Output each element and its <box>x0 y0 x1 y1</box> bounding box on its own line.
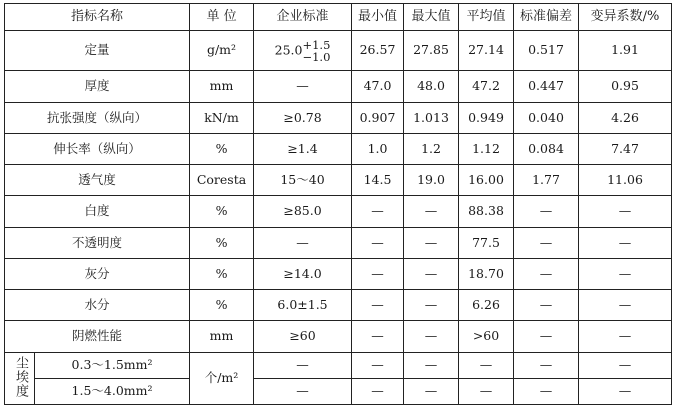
row-unit: g/m² <box>190 31 254 71</box>
dust-row <box>5 352 672 378</box>
row-min: 0.907 <box>352 102 404 133</box>
header-cv: 变异系数/% <box>579 4 672 31</box>
row-unit: mm <box>190 321 254 352</box>
row-standard: ≥85.0 <box>254 196 352 227</box>
dust-range: 1.5～4.0mm² <box>35 378 190 404</box>
header-std: 标准偏差 <box>514 4 579 31</box>
row-max: 19.0 <box>404 165 459 196</box>
row-cv: 1.91 <box>579 31 672 71</box>
row-min: 1.0 <box>352 133 404 164</box>
standard-tolerance <box>302 39 330 63</box>
dust-max: — <box>404 378 459 404</box>
row-min: 14.5 <box>352 165 404 196</box>
header-min: 最小值 <box>352 4 404 31</box>
row-std: 0.084 <box>514 133 579 164</box>
header-avg: 平均值 <box>459 4 514 31</box>
dust-std: — <box>514 378 579 404</box>
dust-group-text: 尘埃度 <box>12 355 28 398</box>
dust-row <box>5 378 672 404</box>
row-standard: ≥0.78 <box>254 102 352 133</box>
row-std: 1.77 <box>514 165 579 196</box>
row-unit: mm <box>190 71 254 102</box>
row-cv: 0.95 <box>579 71 672 102</box>
table-row <box>5 290 672 321</box>
row-standard: ≥14.0 <box>254 258 352 289</box>
row-cv: — <box>579 227 672 258</box>
header-standard: 企业标准 <box>254 4 352 31</box>
row-cv: — <box>579 258 672 289</box>
row-name: 抗张强度（纵向） <box>5 102 190 133</box>
table-row <box>5 133 672 164</box>
dust-avg: — <box>459 378 514 404</box>
row-avg: 0.949 <box>459 102 514 133</box>
table-row <box>5 227 672 258</box>
tolerance-plus: +1.5 <box>302 37 331 52</box>
row-std: 0.447 <box>514 71 579 102</box>
row-avg: 77.5 <box>459 227 514 258</box>
row-max: 48.0 <box>404 71 459 102</box>
row-max: — <box>404 290 459 321</box>
row-name: 水分 <box>5 290 190 321</box>
row-avg: 27.14 <box>459 31 514 71</box>
row-min: 26.57 <box>352 31 404 71</box>
dust-unit: 个/m² <box>190 352 254 404</box>
header-name: 指标名称 <box>5 4 190 31</box>
row-unit: % <box>190 258 254 289</box>
row-max: — <box>404 321 459 352</box>
dust-cv: — <box>579 352 672 378</box>
row-max: — <box>404 258 459 289</box>
row-max: 1.013 <box>404 102 459 133</box>
row-std: — <box>514 196 579 227</box>
dust-range: 0.3～1.5mm² <box>35 352 190 378</box>
row-cv: 7.47 <box>579 133 672 164</box>
row-avg: 1.12 <box>459 133 514 164</box>
dust-cv: — <box>579 378 672 404</box>
standard-base: 25.0 <box>274 42 303 58</box>
dust-max: — <box>404 352 459 378</box>
row-name: 白度 <box>5 196 190 227</box>
row-cv: — <box>579 290 672 321</box>
row-standard <box>254 31 352 71</box>
quality-indicator-table <box>4 3 672 405</box>
table-row <box>5 102 672 133</box>
row-name: 伸长率（纵向） <box>5 133 190 164</box>
row-std: — <box>514 227 579 258</box>
row-std: — <box>514 258 579 289</box>
row-unit: Coresta <box>190 165 254 196</box>
row-min: 47.0 <box>352 71 404 102</box>
table-row <box>5 31 672 71</box>
row-name: 透气度 <box>5 165 190 196</box>
row-std: 0.040 <box>514 102 579 133</box>
row-max: — <box>404 227 459 258</box>
row-cv: — <box>579 321 672 352</box>
dust-group-label <box>5 352 35 404</box>
table-row <box>5 165 672 196</box>
header-unit: 单 位 <box>190 4 254 31</box>
row-min: — <box>352 290 404 321</box>
row-max: 27.85 <box>404 31 459 71</box>
dust-min: — <box>352 378 404 404</box>
row-name: 厚度 <box>5 71 190 102</box>
row-name: 定量 <box>5 31 190 71</box>
row-cv: 4.26 <box>579 102 672 133</box>
row-unit: kN/m <box>190 102 254 133</box>
row-max: 1.2 <box>404 133 459 164</box>
row-min: — <box>352 321 404 352</box>
row-std: — <box>514 290 579 321</box>
dust-standard: — <box>254 352 352 378</box>
table-row <box>5 196 672 227</box>
row-name: 灰分 <box>5 258 190 289</box>
header-max: 最大值 <box>404 4 459 31</box>
row-unit: % <box>190 290 254 321</box>
row-unit: % <box>190 196 254 227</box>
row-standard: 15～40 <box>254 165 352 196</box>
row-unit: % <box>190 133 254 164</box>
row-standard: — <box>254 227 352 258</box>
row-standard: 6.0±1.5 <box>254 290 352 321</box>
dust-min: — <box>352 352 404 378</box>
row-standard: — <box>254 71 352 102</box>
row-min: — <box>352 227 404 258</box>
row-min: — <box>352 258 404 289</box>
row-avg: >60 <box>459 321 514 352</box>
tolerance-minus: −1.0 <box>302 49 331 64</box>
dust-avg: — <box>459 352 514 378</box>
row-avg: 18.70 <box>459 258 514 289</box>
row-standard: ≥60 <box>254 321 352 352</box>
row-avg: 88.38 <box>459 196 514 227</box>
row-cv: — <box>579 196 672 227</box>
row-avg: 6.26 <box>459 290 514 321</box>
row-standard: ≥1.4 <box>254 133 352 164</box>
row-cv: 11.06 <box>579 165 672 196</box>
row-max: — <box>404 196 459 227</box>
row-name: 阴燃性能 <box>5 321 190 352</box>
table-row <box>5 71 672 102</box>
dust-std: — <box>514 352 579 378</box>
row-avg: 16.00 <box>459 165 514 196</box>
header-row <box>5 4 672 31</box>
row-unit: % <box>190 227 254 258</box>
table-row <box>5 258 672 289</box>
dust-standard: — <box>254 378 352 404</box>
table-row <box>5 321 672 352</box>
row-min: — <box>352 196 404 227</box>
row-std: 0.517 <box>514 31 579 71</box>
row-name: 不透明度 <box>5 227 190 258</box>
row-avg: 47.2 <box>459 71 514 102</box>
row-std: — <box>514 321 579 352</box>
